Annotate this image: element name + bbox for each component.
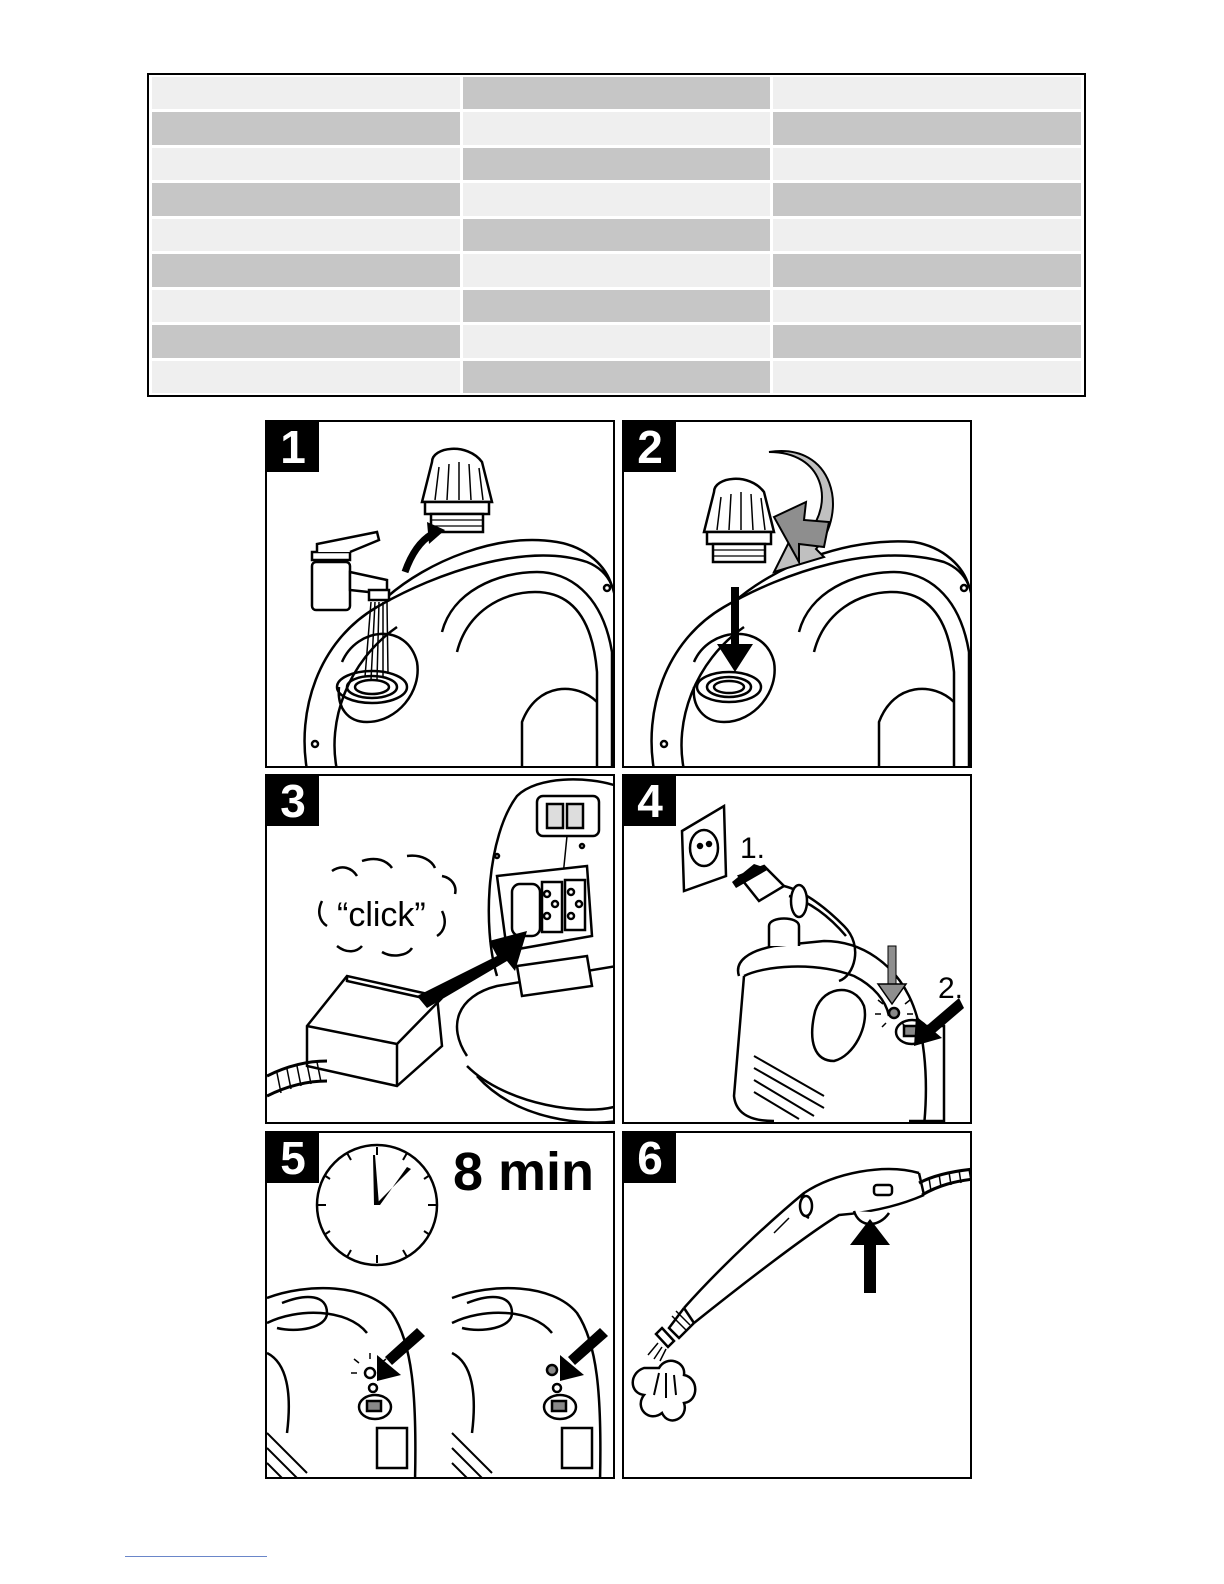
- table-cell: [463, 290, 771, 322]
- table-cell: [463, 183, 771, 215]
- step-label-2: 2.: [938, 972, 964, 1005]
- step-number: 6: [624, 1133, 676, 1183]
- table-cell: [152, 219, 460, 251]
- table-cell: [152, 77, 460, 109]
- footer-rule: [125, 1556, 267, 1557]
- step-label-1: 1.: [740, 832, 766, 865]
- click-caption: “click”: [337, 896, 426, 934]
- table-cell: [463, 219, 771, 251]
- step-2-panel: [622, 420, 972, 768]
- step-number: 3: [267, 776, 319, 826]
- table-cell: [463, 325, 771, 357]
- table-cell: [773, 77, 1081, 109]
- table-cell: [463, 112, 771, 144]
- plug-in-illustration: [624, 776, 972, 1124]
- table-cell: [463, 148, 771, 180]
- duration-label: 8 min: [453, 1142, 595, 1202]
- table-cell: [152, 183, 460, 215]
- step-number: 5: [267, 1133, 319, 1183]
- table-cell: [773, 325, 1081, 357]
- table-cell: [773, 361, 1081, 393]
- table-cell: [152, 148, 460, 180]
- table-cell: [773, 219, 1081, 251]
- table-cell: [773, 290, 1081, 322]
- table-cell: [773, 148, 1081, 180]
- table-cell: [152, 254, 460, 286]
- fill-water-illustration: [267, 422, 615, 768]
- table-cell: [463, 254, 771, 286]
- step-5-panel: [265, 1131, 615, 1479]
- table-cell: [773, 183, 1081, 215]
- step-number: 4: [624, 776, 676, 826]
- table-cell: [463, 361, 771, 393]
- table-cell: [773, 112, 1081, 144]
- step-1-panel: [265, 420, 615, 768]
- step-number: 1: [267, 422, 319, 472]
- close-cap-illustration: [624, 422, 972, 768]
- table-cell: [152, 361, 460, 393]
- table-cell: [463, 77, 771, 109]
- step-6-panel: [622, 1131, 972, 1479]
- step-3-panel: [265, 774, 615, 1124]
- step-4-panel: [622, 774, 972, 1124]
- table-cell: [152, 325, 460, 357]
- table-cell: [152, 112, 460, 144]
- step-number: 2: [624, 422, 676, 472]
- table-cell: [152, 290, 460, 322]
- steam-trigger-illustration: [624, 1133, 972, 1479]
- language-table: [147, 73, 1086, 397]
- connect-hose-illustration: [267, 776, 615, 1124]
- table-cell: [773, 254, 1081, 286]
